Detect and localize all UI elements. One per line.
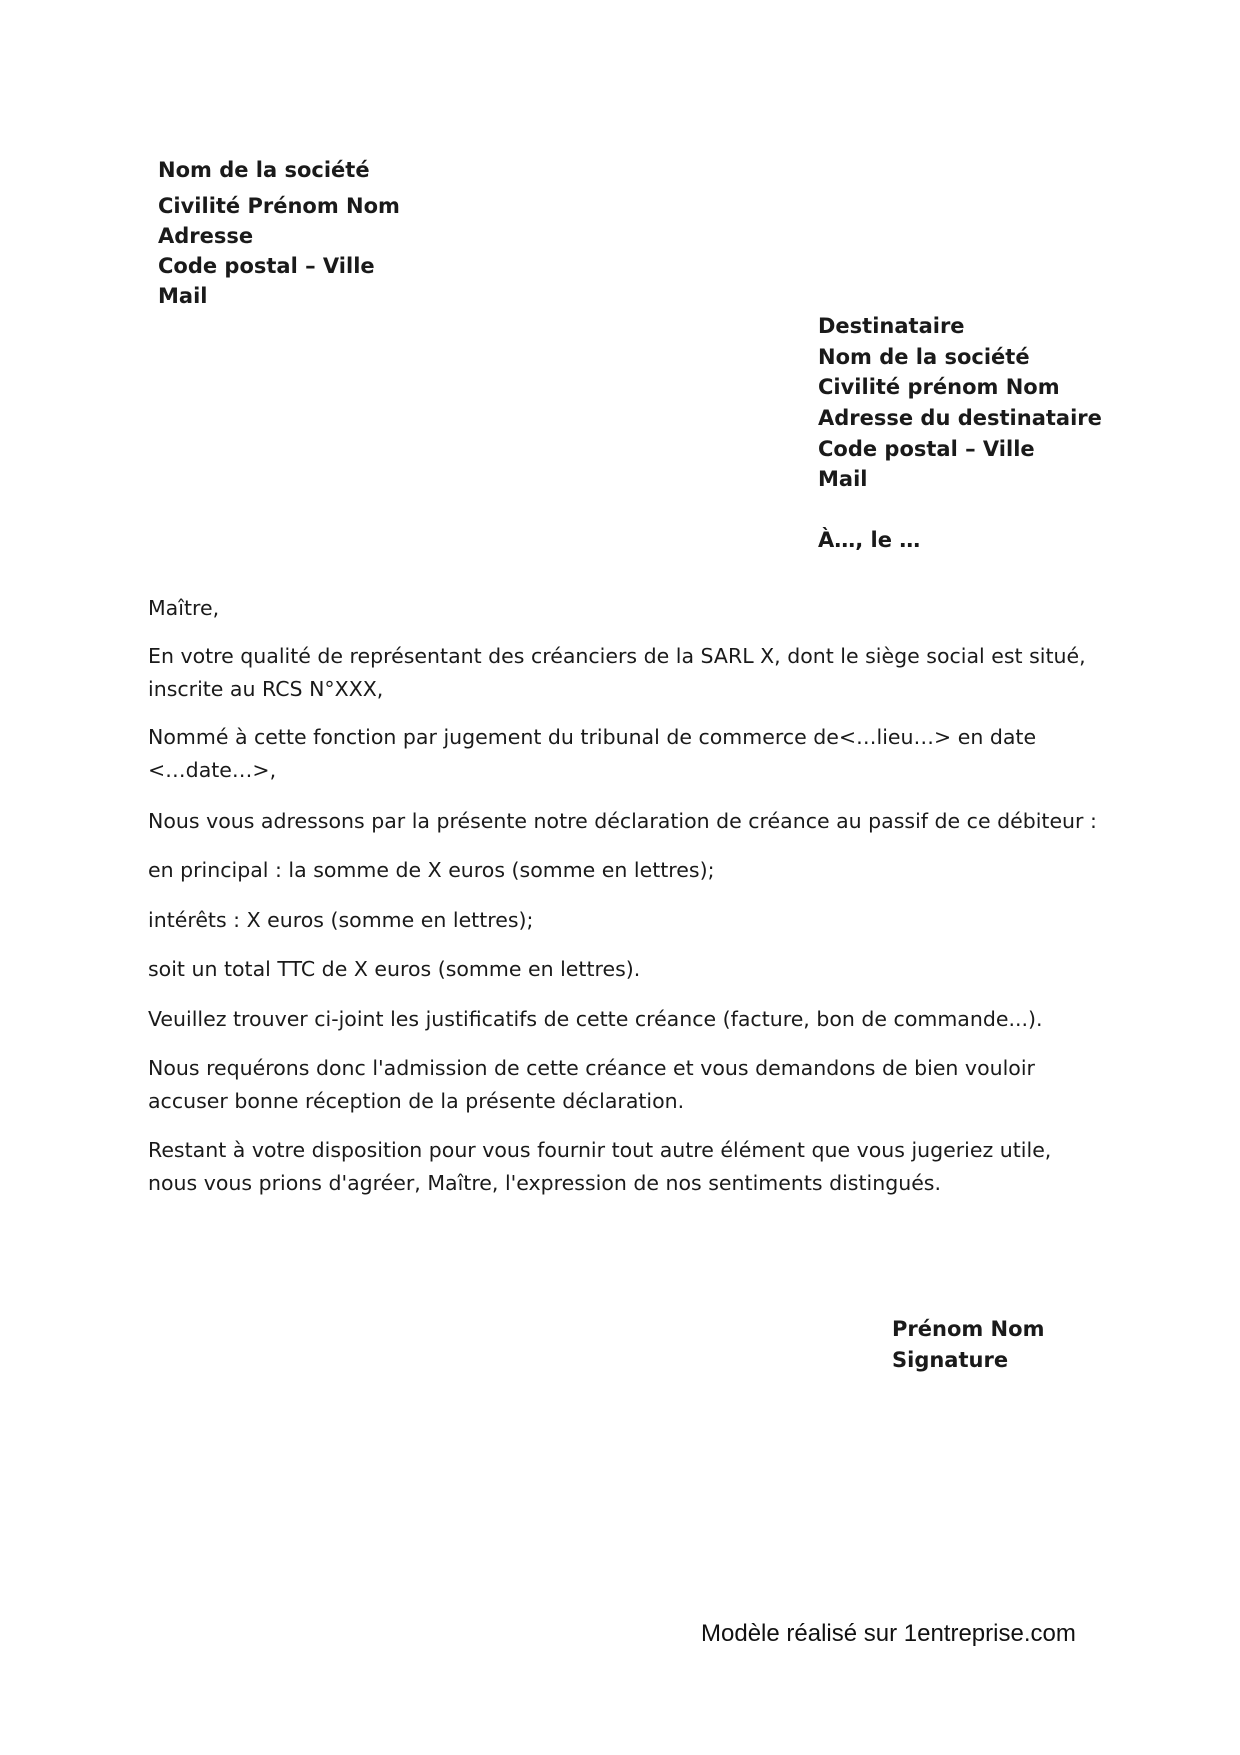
recipient-city: Code postal – Ville (818, 437, 1035, 461)
paragraph-8-line-1: Nous requérons donc l'admission de cette créance et vous demandons de bien vouloir (148, 1056, 1035, 1080)
sender-name: Civilité Prénom Nom (158, 194, 400, 218)
signature-label: Signature (892, 1348, 1009, 1372)
recipient-name: Civilité prénom Nom (818, 375, 1060, 399)
sender-city: Code postal – Ville (158, 254, 375, 278)
recipient-mail: Mail (818, 467, 868, 491)
salutation: Maître, (148, 596, 220, 620)
paragraph-8-line-2: accuser bonne réception de la présente déclaration. (148, 1089, 685, 1113)
paragraph-1-line-1: En votre qualité de représentant des créanciers de la SARL X, dont le siège social est situé, (148, 644, 1086, 668)
paragraph-interets: intérêts : X euros (somme en lettres); (148, 908, 534, 932)
paragraph-1-line-2: inscrite au RCS N°XXX, (148, 677, 384, 701)
recipient-address: Adresse du destinataire (818, 406, 1102, 430)
paragraph-justificatifs: Veuillez trouver ci-joint les justificatifs de cette créance (facture, bon de commande...). (148, 1007, 1043, 1031)
place-date: À…, le … (818, 528, 921, 552)
paragraph-2-line-1: Nommé à cette fonction par jugement du tribunal de commerce de<…lieu…> en date (148, 725, 1037, 749)
paragraph-total: soit un total TTC de X euros (somme en lettres). (148, 957, 641, 981)
closing-line-1: Restant à votre disposition pour vous fournir tout autre élément que vous jugeriez utile, (148, 1138, 1052, 1162)
paragraph-3: Nous vous adressons par la présente notre déclaration de créance au passif de ce débiteur : (148, 809, 1097, 833)
signatory-name: Prénom Nom (892, 1317, 1045, 1341)
sender-mail: Mail (158, 284, 208, 308)
sender-company: Nom de la société (158, 158, 370, 182)
recipient-label: Destinataire (818, 314, 965, 338)
closing-line-2: nous vous prions d'agréer, Maître, l'expression de nos sentiments distingués. (148, 1171, 942, 1195)
recipient-company: Nom de la société (818, 345, 1030, 369)
footer-credit: Modèle réalisé sur 1entreprise.com (701, 1620, 1076, 1647)
paragraph-principal: en principal : la somme de X euros (somme en lettres); (148, 858, 715, 882)
paragraph-2-line-2: <…date…>, (148, 758, 277, 782)
sender-address: Adresse (158, 224, 254, 248)
